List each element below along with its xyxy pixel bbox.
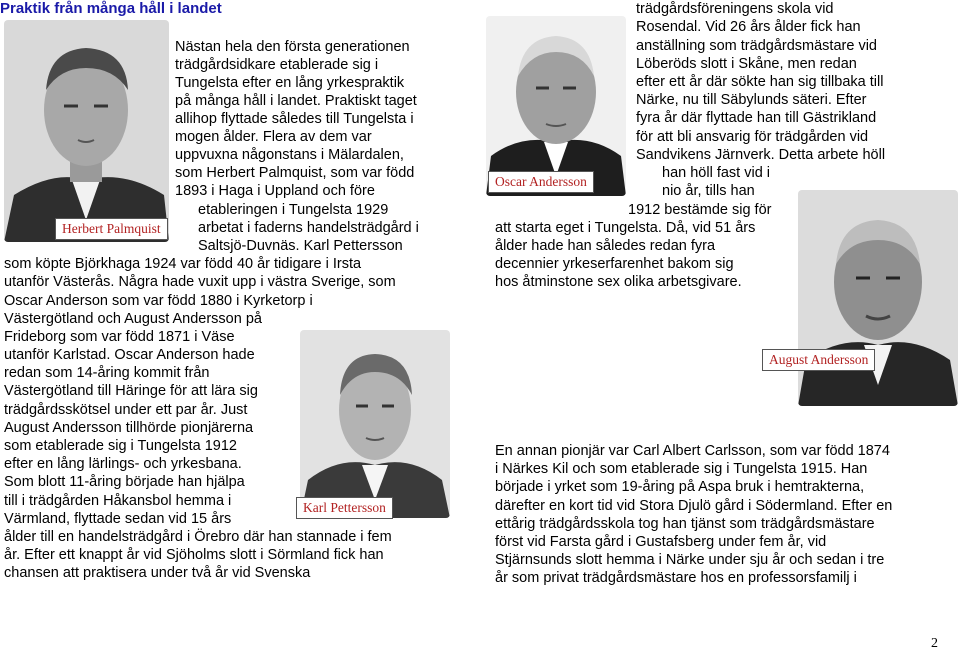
page-number: 2 [931, 636, 938, 651]
text-line: anställning som trädgårdsmästare vid [636, 38, 877, 54]
text-line: Stjärnsunds slott hemma i Närke under sju år och sedan i tre [495, 552, 885, 568]
august-andersson-caption: August Andersson [762, 349, 875, 371]
text-line: Löberöds slott i Skåne, men redan [636, 56, 857, 72]
text-line: för att bli ansvarig för trädgården vid [636, 129, 869, 145]
oscar-andersson-caption: Oscar Andersson [488, 171, 594, 193]
text-line: arbetat i faderns handelsträdgård i [198, 220, 419, 236]
text-line: hos åtminstone sex olika arbetsgivare. [495, 274, 742, 290]
text-line: att starta eget i Tungelsta. Då, vid 51 års [495, 220, 756, 236]
text-line: 1912 bestämde sig för [628, 202, 772, 218]
page-title: Praktik från många håll i landet [0, 0, 222, 17]
text-line: ålder till en handelsträdgård i Örebro där han stannade i fem [4, 529, 392, 545]
text-line: först vid Farsta gård i Gustafsberg under fem år, vid [495, 534, 827, 550]
text-line: Oscar Anderson som var född 1880 i Kyrketorp i [4, 293, 313, 309]
text-line: år som privat trädgårdsmästare hos en professorsfamilj i [495, 570, 857, 586]
text-line: han höll fast vid i [662, 165, 771, 181]
text-line: trädgårdsföreningens skola vid [636, 1, 834, 17]
text-line: Saltsjö-Duvnäs. Karl Pettersson [198, 238, 403, 254]
text-line: efter en lång lärlings- och yrkesbana. [4, 456, 242, 472]
text-line: Västergötland och August Andersson på [4, 311, 262, 327]
karl-pettersson-photo [300, 330, 450, 518]
text-line: Tungelsta efter en lång yrkespraktik [175, 75, 405, 91]
text-line: efter ett år där sökte han sig tillbaka till [636, 74, 884, 90]
text-line: år. Efter ett knappt år vid Sjöholms slott i Sörmland fick han [4, 547, 384, 563]
text-line: Som blott 11-åring började han hjälpa [4, 474, 245, 490]
text-line: i Närkes Kil och som etablerade sig i Tungelsta 1915. Han [495, 461, 868, 477]
text-line: trädgårdsskötsel under ett par år. Just [4, 402, 248, 418]
text-line: 1893 i Haga i Uppland och före [175, 183, 375, 199]
text-line: Västergötland till Häringe för att lära sig [4, 383, 258, 399]
text-line: fyra år där flyttade han till Gästrikland [636, 110, 877, 126]
text-line: utanför Karlstad. Oscar Anderson hade [4, 347, 255, 363]
august-andersson-photo [798, 190, 958, 406]
text-line: nio år, tills han [662, 183, 755, 199]
text-line: till i trädgården Håkansbol hemma i [4, 493, 232, 509]
text-line: Värmland, flyttade sedan vid 15 års [4, 511, 232, 527]
text-line: som köpte Björkhaga 1924 var född 40 år tidigare i Irsta [4, 256, 362, 272]
herbert-palmquist-caption: Herbert Palmquist [55, 218, 168, 240]
karl-pettersson-caption: Karl Pettersson [296, 497, 393, 519]
text-line: utanför Västerås. Några hade vuxit upp i västra Sverige, som [4, 274, 396, 290]
text-line: som Herbert Palmquist, som var född [175, 165, 415, 181]
text-line: trädgårdsidkare etablerade sig i [175, 57, 379, 73]
text-line: August Andersson tillhörde pionjärerna [4, 420, 254, 436]
text-line: därefter en kort tid vid Stora Djulö gård i Södermland. Efter en [495, 498, 893, 514]
text-line: började i yrket som 19-åring på Aspa bruk i hemtrakterna, [495, 479, 865, 495]
text-line: chansen att praktisera under två år vid Svenska [4, 565, 311, 581]
text-line: som etablerade sig i Tungelsta 1912 [4, 438, 237, 454]
text-line: ettårig trädgårdsskola tog han tjänst som trädgårdsmästare [495, 516, 875, 532]
text-line: Rosendal. Vid 26 års ålder fick han [636, 19, 861, 35]
text-line: Närke, nu till Säbylunds säteri. Efter [636, 92, 867, 108]
text-line: mogen ålder. Flera av dem var [175, 129, 372, 145]
herbert-palmquist-photo [4, 20, 169, 242]
text-line: allihop flyttade således till Tungelsta i [175, 111, 414, 127]
text-line: redan som 14-åring kommit från [4, 365, 210, 381]
text-line: En annan pionjär var Carl Albert Carlsson, som var född 1874 [495, 443, 890, 459]
text-line: på många håll i landet. Praktiskt taget [175, 93, 417, 109]
oscar-andersson-photo [486, 16, 626, 196]
text-line: uppvuxna någonstans i Mälardalen, [175, 147, 404, 163]
text-line: etableringen i Tungelsta 1929 [198, 202, 389, 218]
text-line: decennier yrkeserfarenhet bakom sig [495, 256, 734, 272]
text-line: Frideborg som var född 1871 i Väse [4, 329, 235, 345]
text-line: Nästan hela den första generationen [175, 39, 410, 55]
text-line: ålder hade han således redan fyra [495, 238, 716, 254]
text-line: Sandvikens Järnverk. Detta arbete höll [636, 147, 886, 163]
